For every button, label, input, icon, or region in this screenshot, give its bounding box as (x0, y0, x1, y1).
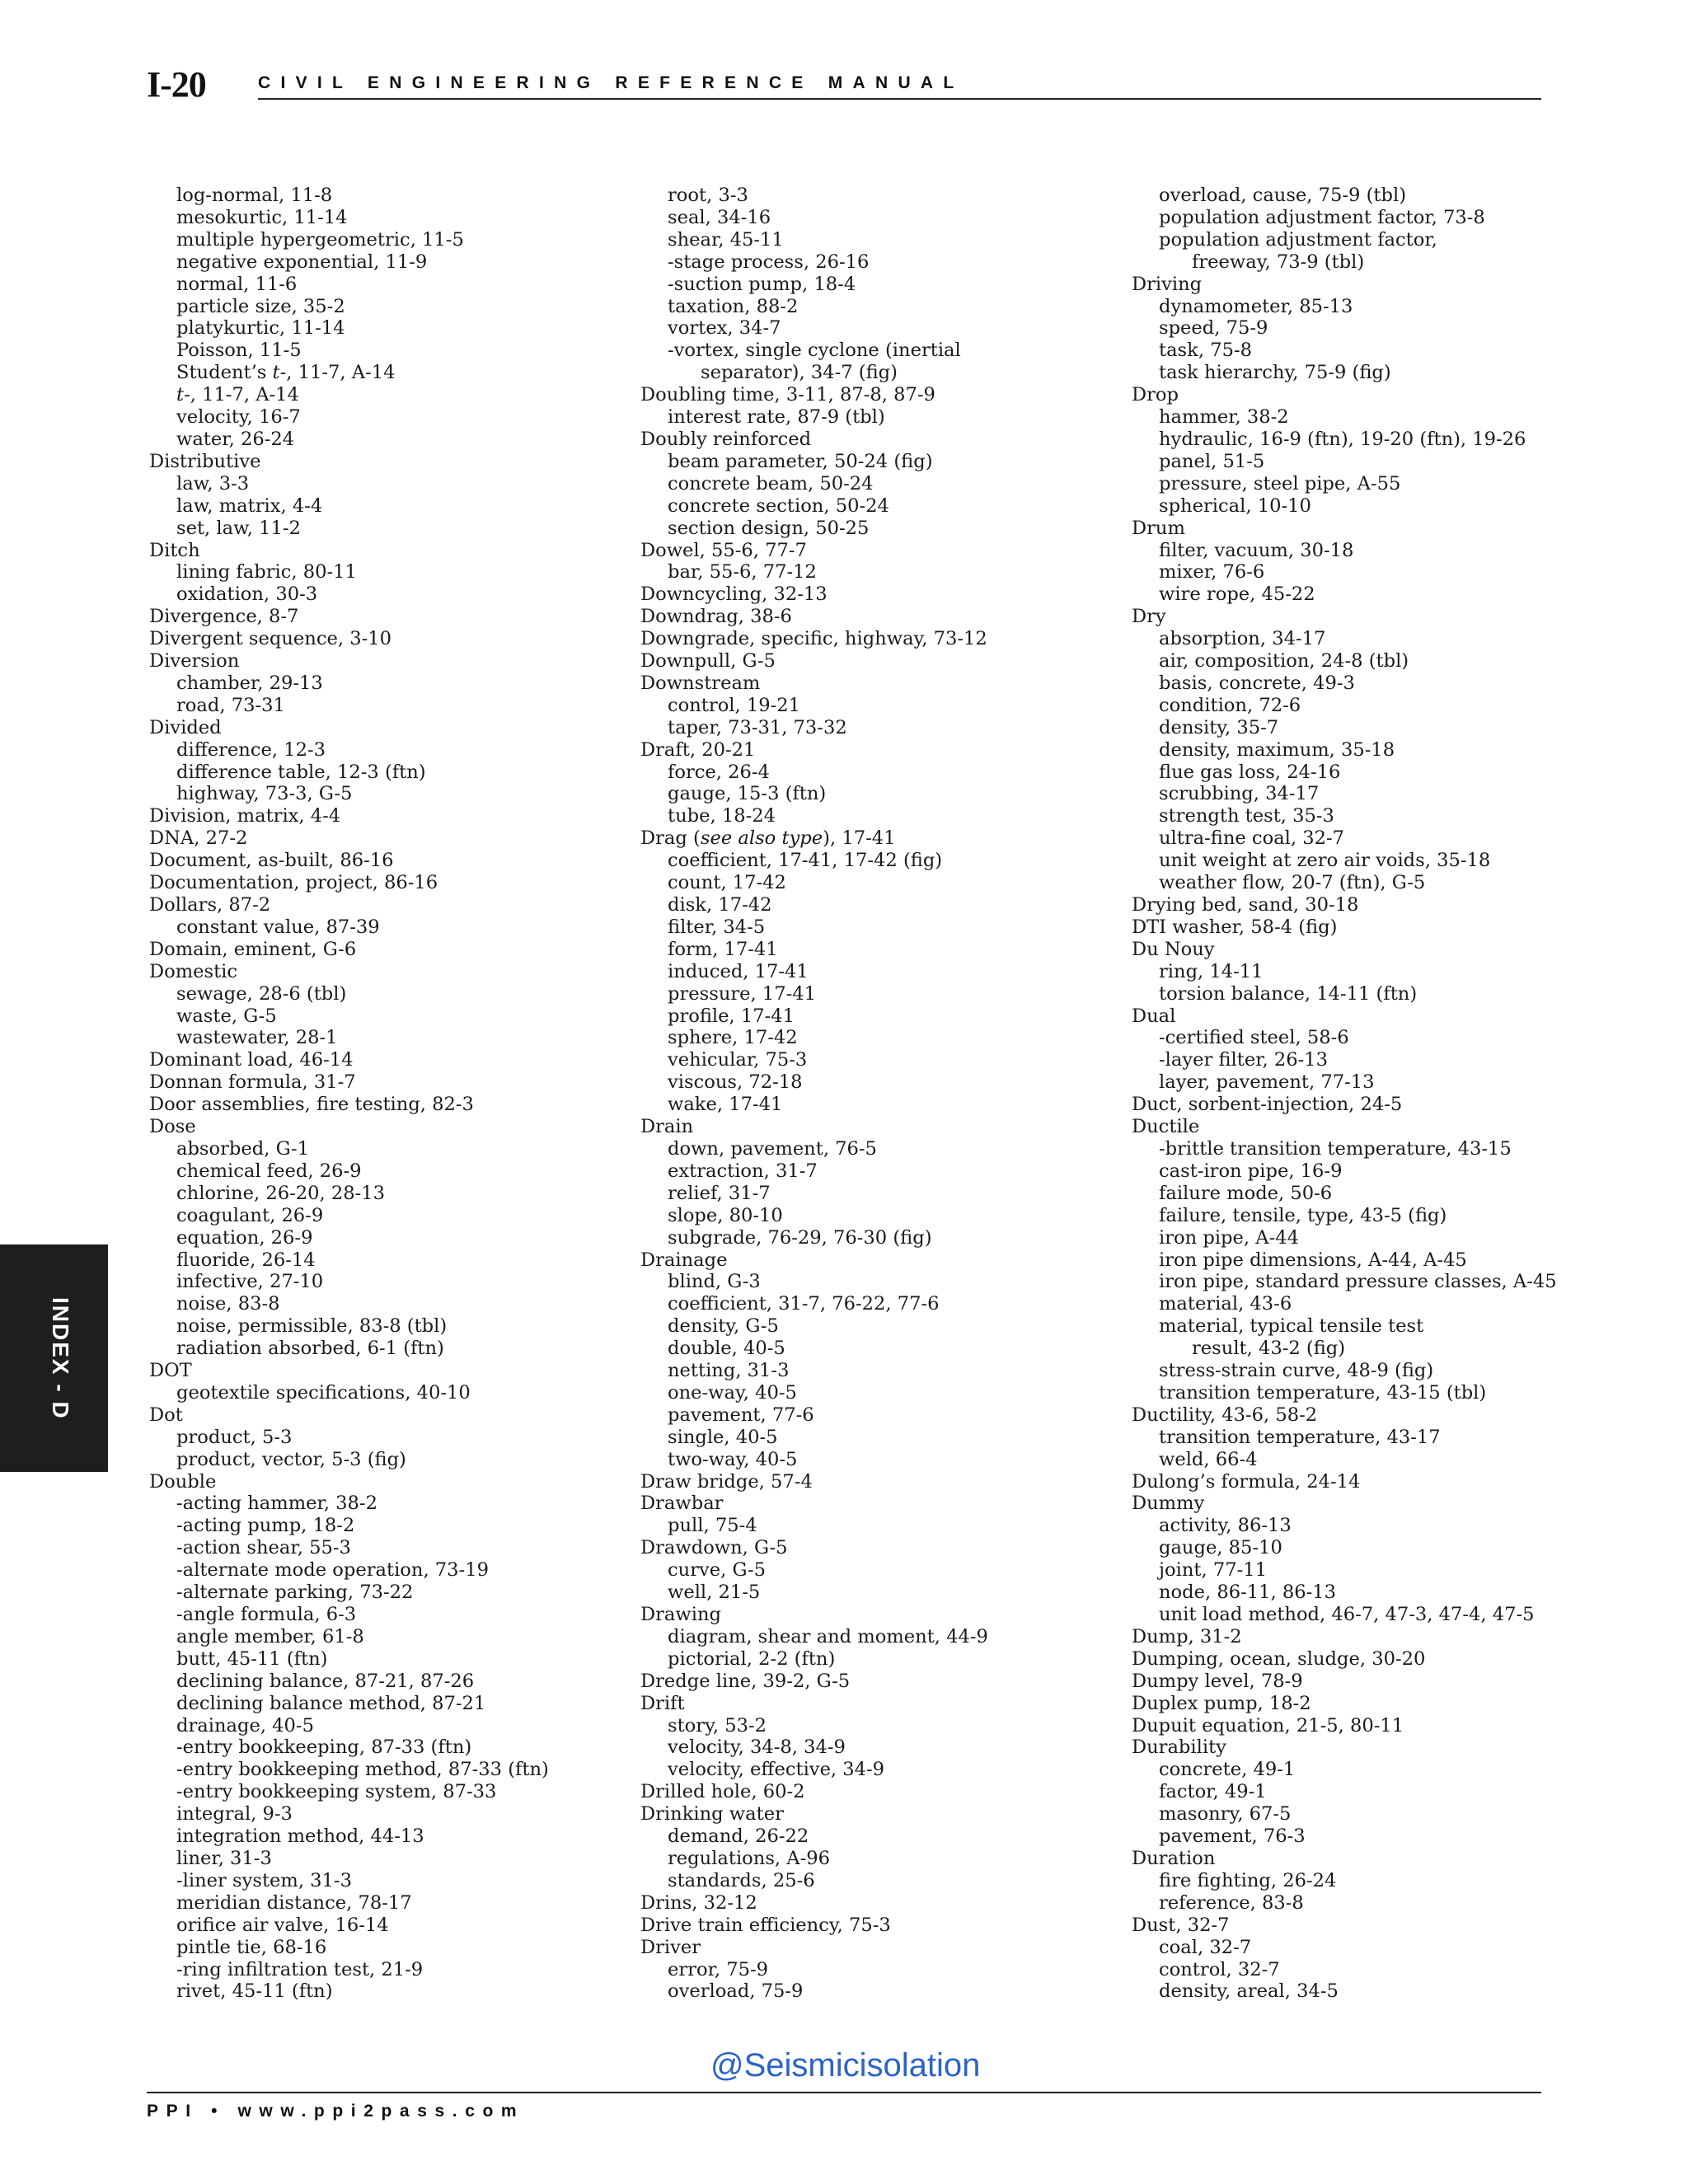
index-entry: Domestic (149, 960, 238, 982)
index-entry: Drins, 32-12 (640, 1891, 757, 1914)
index-entry: curve, G-5 (668, 1559, 766, 1582)
index-entry: road, 73-31 (176, 694, 285, 716)
index-entry: butt, 45-11 (ftn) (176, 1647, 328, 1670)
index-entry: normal, 11-6 (176, 273, 298, 295)
index-entry: speed, 75-9 (1159, 317, 1268, 340)
index-entry: -entry bookkeeping method, 87-33 (ftn) (176, 1759, 549, 1781)
index-entry: geotextile specifications, 40-10 (176, 1381, 471, 1404)
index-entry: sewage, 28-6 (tbl) (176, 982, 347, 1005)
index-entry: DOT (149, 1360, 192, 1382)
index-entry: velocity, 34-8, 34-9 (668, 1736, 846, 1759)
index-entry: Draft, 20-21 (640, 738, 756, 761)
index-entry: tube, 18-24 (668, 805, 776, 827)
index-entry: control, 19-21 (668, 694, 801, 716)
index-entry: Drain (640, 1116, 694, 1138)
index-entry: population adjustment factor, (1159, 228, 1437, 251)
index-entry: Drop (1132, 384, 1179, 406)
index-entry: transition temperature, 43-17 (1159, 1426, 1441, 1448)
index-entry: filter, vacuum, 30-18 (1159, 539, 1354, 561)
index-entry: Downpull, G-5 (640, 650, 776, 673)
index-entry: extraction, 31-7 (668, 1160, 818, 1182)
index-entry: condition, 72-6 (1159, 694, 1301, 716)
index-entry: DNA, 27-2 (149, 827, 248, 850)
index-entry: water, 26-24 (176, 428, 295, 450)
index-entry: Drawbar (640, 1493, 724, 1515)
index-entry: Duplex pump, 18-2 (1132, 1692, 1311, 1714)
index-entry: torsion balance, 14-11 (ftn) (1159, 982, 1418, 1005)
index-entry: platykurtic, 11-14 (176, 317, 345, 340)
index-entry: Distributive (149, 450, 261, 472)
index-entry: absorption, 34-17 (1159, 628, 1326, 650)
index-entry: material, typical tensile test (1159, 1315, 1424, 1338)
index-entry: error, 75-9 (668, 1958, 769, 1980)
index-entry: Donnan formula, 31-7 (149, 1071, 356, 1094)
index-entry: one-way, 40-5 (668, 1381, 797, 1404)
index-entry: weather flow, 20-7 (ftn), G-5 (1159, 872, 1426, 894)
page-header (147, 64, 1541, 105)
index-entry: pressure, steel pipe, A-55 (1159, 472, 1401, 494)
index-entry: Downgrade, specific, highway, 73-12 (640, 628, 987, 650)
index-entry: product, 5-3 (176, 1426, 293, 1448)
index-entry: radiation absorbed, 6-1 (ftn) (176, 1338, 444, 1360)
index-entry: t-, 11-7, A-14 (176, 384, 299, 406)
index-entry: Ductility, 43-6, 58-2 (1132, 1404, 1318, 1426)
index-entry: Dredge line, 39-2, G-5 (640, 1670, 851, 1692)
index-entry: node, 86-11, 86-13 (1159, 1582, 1336, 1604)
index-entry: difference table, 12-3 (ftn) (176, 761, 426, 783)
footer-rule (147, 2092, 1541, 2093)
index-entry: task hierarchy, 75-9 (fig) (1159, 362, 1391, 384)
index-entry: Drainage (640, 1249, 728, 1271)
index-entry: pavement, 77-6 (668, 1404, 814, 1426)
index-entry: product, vector, 5-3 (fig) (176, 1448, 406, 1470)
index-entry: -liner system, 31-3 (176, 1869, 352, 1891)
index-entry: rivet, 45-11 (ftn) (176, 1980, 333, 2003)
index-entry: density, 35-7 (1159, 716, 1279, 738)
index-entry: set, law, 11-2 (176, 517, 301, 539)
index-entry: down, pavement, 76-5 (668, 1137, 877, 1160)
index-entry: -acting hammer, 38-2 (176, 1493, 377, 1515)
index-entry: pictorial, 2-2 (ftn) (668, 1647, 836, 1670)
index-entry: ring, 14-11 (1159, 960, 1264, 982)
index-entry: iron pipe, A-44 (1159, 1226, 1299, 1249)
index-entry: scrubbing, 34-17 (1159, 783, 1320, 805)
index-entry: concrete section, 50-24 (668, 494, 889, 517)
index-entry: Dulong’s formula, 24-14 (1132, 1470, 1361, 1493)
index-entry: activity, 86-13 (1159, 1515, 1292, 1537)
index-entry: double, 40-5 (668, 1338, 785, 1360)
index-entry: reference, 83-8 (1159, 1891, 1304, 1914)
index-entry: filter, 34-5 (668, 916, 766, 938)
index-entry: vortex, 34-7 (668, 317, 781, 340)
index-entry: -suction pump, 18-4 (668, 273, 856, 295)
index-entry: -stage process, 26-16 (668, 251, 870, 273)
index-entry: force, 26-4 (668, 761, 770, 783)
index-entry: beam parameter, 50-24 (fig) (668, 450, 933, 472)
index-column-1 (149, 185, 611, 2003)
index-entry: coagulant, 26-9 (176, 1204, 324, 1226)
index-entry: law, 3-3 (176, 472, 250, 494)
index-entry: declining balance, 87-21, 87-26 (176, 1670, 475, 1692)
index-entry: mesokurtic, 11-14 (176, 206, 348, 228)
index-entry: Duct, sorbent-injection, 24-5 (1132, 1094, 1403, 1116)
index-entry: subgrade, 76-29, 76-30 (fig) (668, 1226, 932, 1249)
index-entry: mixer, 76-6 (1159, 561, 1265, 583)
index-entry: -entry bookkeeping system, 87-33 (176, 1781, 497, 1803)
index-entry: viscous, 72-18 (668, 1071, 803, 1094)
index-entry: ultra-fine coal, 32-7 (1159, 827, 1345, 850)
index-entry: -ring infiltration test, 21-9 (176, 1958, 424, 1980)
index-entry: relief, 31-7 (668, 1182, 771, 1204)
index-entry: highway, 73-3, G-5 (176, 783, 353, 805)
index-entry: Du Nouy (1132, 938, 1215, 960)
index-entry: orifice air valve, 16-14 (176, 1914, 389, 1936)
index-entry: infective, 27-10 (176, 1271, 324, 1293)
index-entry: coefficient, 31-7, 76-22, 77-6 (668, 1293, 940, 1315)
index-entry: -entry bookkeeping, 87-33 (ftn) (176, 1736, 472, 1759)
index-entry: Duration (1132, 1847, 1216, 1869)
index-entry: -alternate mode operation, 73-19 (176, 1559, 489, 1582)
index-entry: joint, 77-11 (1159, 1559, 1267, 1582)
index-entry: density, G-5 (668, 1315, 779, 1338)
index-entry: overload, 75-9 (668, 1980, 804, 2003)
index-entry: Downcycling, 32-13 (640, 583, 828, 606)
index-entry: -action shear, 55-3 (176, 1537, 351, 1559)
index-entry: chlorine, 26-20, 28-13 (176, 1182, 385, 1204)
index-entry: Dumpy level, 78-9 (1132, 1670, 1303, 1692)
index-entry: Dot (149, 1404, 183, 1426)
index-entry: masonry, 67-5 (1159, 1803, 1292, 1825)
index-entry: Draw bridge, 57-4 (640, 1470, 813, 1493)
index-entry: Dumping, ocean, sludge, 30-20 (1132, 1647, 1426, 1670)
index-entry: coefficient, 17-41, 17-42 (fig) (668, 850, 943, 872)
index-entry: Drawdown, G-5 (640, 1537, 788, 1559)
index-entry: Ductile (1132, 1116, 1200, 1138)
index-entry: stress-strain curve, 48-9 (fig) (1159, 1360, 1434, 1382)
index-entry: Dump, 31-2 (1132, 1625, 1242, 1647)
index-entry: story, 53-2 (668, 1714, 767, 1736)
index-entry: Drinking water (640, 1803, 784, 1825)
index-entry: iron pipe dimensions, A-44, A-45 (1159, 1249, 1467, 1271)
index-entry: iron pipe, standard pressure classes, A-45 (1159, 1271, 1557, 1293)
book-title: CIVIL ENGINEERING REFERENCE MANUAL (258, 73, 964, 92)
index-entry: Poisson, 11-5 (176, 340, 302, 362)
index-entry: demand, 26-22 (668, 1825, 809, 1848)
index-entry: declining balance method, 87-21 (176, 1692, 486, 1714)
index-entry: difference, 12-3 (176, 738, 326, 761)
header-rule (258, 98, 1541, 100)
index-entry: velocity, 16-7 (176, 406, 301, 429)
index-entry: panel, 51-5 (1159, 450, 1265, 472)
index-entry: drainage, 40-5 (176, 1714, 314, 1736)
index-entry: wire rope, 45-22 (1159, 583, 1315, 606)
index-entry: meridian distance, 78-17 (176, 1891, 412, 1914)
index-entry: bar, 55-6, 77-12 (668, 561, 817, 583)
index-entry: gauge, 15-3 (ftn) (668, 783, 827, 805)
index-entry: -vortex, single cyclone (inertial (668, 340, 961, 362)
index-entry: density, maximum, 35-18 (1159, 738, 1395, 761)
index-column-3 (1132, 185, 1593, 2003)
index-entry: liner, 31-3 (176, 1847, 272, 1869)
index-entry: task, 75-8 (1159, 340, 1252, 362)
index-entry: constant value, 87-39 (176, 916, 380, 938)
index-entry: freeway, 73-9 (tbl) (1192, 251, 1365, 273)
index-entry: pull, 75-4 (668, 1515, 757, 1537)
index-entry: air, composition, 24-8 (tbl) (1159, 650, 1409, 673)
index-entry: Divided (149, 716, 222, 738)
index-tab-label: INDEX - D (48, 1296, 73, 1420)
index-entry: seal, 34-16 (668, 206, 771, 228)
index-entry: noise, 83-8 (176, 1293, 280, 1315)
index-entry: equation, 26-9 (176, 1226, 313, 1249)
index-entry: Drawing (640, 1604, 721, 1625)
index-entry: taxation, 88-2 (668, 295, 799, 317)
index-entry: taper, 73-31, 73-32 (668, 716, 847, 738)
index-entry: factor, 49-1 (1159, 1781, 1267, 1803)
index-entry: Dowel, 55-6, 77-7 (640, 539, 807, 561)
index-entry: count, 17-42 (668, 872, 786, 894)
index-entry: chamber, 29-13 (176, 672, 323, 694)
index-entry: velocity, effective, 34-9 (668, 1759, 885, 1781)
index-entry: Dust, 32-7 (1132, 1914, 1230, 1936)
index-entry: Drilled hole, 60-2 (640, 1781, 805, 1803)
index-entry: unit weight at zero air voids, 35-18 (1159, 850, 1491, 872)
index-entry: -alternate parking, 73-22 (176, 1582, 414, 1604)
index-entry: disk, 17-42 (668, 894, 772, 916)
index-entry: Double (149, 1470, 217, 1493)
index-entry: overload, cause, 75-9 (tbl) (1159, 185, 1407, 206)
index-entry: Downstream (640, 672, 761, 694)
index-entry: lining fabric, 80-11 (176, 561, 357, 583)
index-entry: Dose (149, 1116, 196, 1138)
index-entry: control, 32-7 (1159, 1958, 1280, 1980)
index-entry: multiple hypergeometric, 11-5 (176, 228, 464, 251)
index-entry: section design, 50-25 (668, 517, 870, 539)
index-entry: Dupuit equation, 21-5, 80-11 (1132, 1714, 1404, 1736)
page-number: I-20 (147, 64, 206, 105)
index-entry: sphere, 17-42 (668, 1027, 798, 1049)
index-entry: result, 43-2 (fig) (1192, 1338, 1346, 1360)
index-entry: concrete, 49-1 (1159, 1759, 1296, 1781)
index-entry: Diversion (149, 650, 240, 673)
index-entry: root, 3-3 (668, 185, 748, 206)
index-entry: Dollars, 87-2 (149, 894, 271, 916)
index-entry: separator), 34-7 (fig) (701, 362, 898, 384)
index-entry: pintle tie, 68-16 (176, 1936, 327, 1958)
index-entry: wastewater, 28-1 (176, 1027, 338, 1049)
index-entry: pressure, 17-41 (668, 982, 817, 1005)
index-entry: waste, G-5 (176, 1005, 277, 1027)
index-entry: -acting pump, 18-2 (176, 1515, 355, 1537)
index-entry: chemical feed, 26-9 (176, 1160, 362, 1182)
index-entry: -certified steel, 58-6 (1159, 1027, 1349, 1049)
index-entry: Divergence, 8-7 (149, 606, 299, 628)
index-entry: population adjustment factor, 73-8 (1159, 206, 1485, 228)
index-entry: single, 40-5 (668, 1426, 778, 1448)
index-entry: Drag (see also type), 17-41 (640, 827, 896, 850)
index-entry: Drive train efficiency, 75-3 (640, 1914, 891, 1936)
index-entry: law, matrix, 4-4 (176, 494, 323, 517)
index-entry: integration method, 44-13 (176, 1825, 424, 1848)
index-entry: netting, 31-3 (668, 1360, 790, 1382)
index-entry: standards, 25-6 (668, 1869, 815, 1891)
index-entry: Driver (640, 1936, 701, 1958)
index-entry: Division, matrix, 4-4 (149, 805, 341, 827)
index-entry: fire fighting, 26-24 (1159, 1869, 1337, 1891)
index-entry: flue gas loss, 24-16 (1159, 761, 1341, 783)
index-entry: Driving (1132, 273, 1203, 295)
index-entry: Dry (1132, 606, 1166, 628)
index-entry: spherical, 10-10 (1159, 494, 1311, 517)
index-entry: Dual (1132, 1005, 1176, 1027)
index-entry: Durability (1132, 1736, 1226, 1759)
index-entry: Doubling time, 3-11, 87-8, 87-9 (640, 384, 935, 406)
index-entry: particle size, 35-2 (176, 295, 345, 317)
index-entry: strength test, 35-3 (1159, 805, 1334, 827)
index-entry: cast-iron pipe, 16-9 (1159, 1160, 1343, 1182)
index-entry: material, 43-6 (1159, 1293, 1292, 1315)
index-entry: Document, as-built, 86-16 (149, 850, 394, 872)
index-entry: slope, 80-10 (668, 1204, 783, 1226)
index-entry: angle member, 61-8 (176, 1625, 364, 1647)
index-entry: -angle formula, 6-3 (176, 1604, 357, 1625)
index-entry: Dominant load, 46-14 (149, 1049, 354, 1071)
index-entry: well, 21-5 (668, 1582, 761, 1604)
index-entry: diagram, shear and moment, 44-9 (668, 1625, 988, 1647)
publisher-url: PPI • www.ppi2pass.com (147, 2102, 525, 2121)
watermark: @Seismicisolation (710, 2047, 981, 2083)
index-entry: basis, concrete, 49-3 (1159, 672, 1355, 694)
index-column-2 (640, 185, 1102, 2003)
index-entry: Door assemblies, fire testing, 82-3 (149, 1094, 474, 1116)
index-entry: shear, 45-11 (668, 228, 784, 251)
index-entry: Dummy (1132, 1493, 1205, 1515)
index-entry: density, areal, 34-5 (1159, 1980, 1339, 2003)
index-entry: vehicular, 75-3 (668, 1049, 808, 1071)
index-entry: two-way, 40-5 (668, 1448, 798, 1470)
index-entry: Drying bed, sand, 30-18 (1132, 894, 1359, 916)
index-entry: induced, 17-41 (668, 960, 809, 982)
index-entry: interest rate, 87-9 (tbl) (668, 406, 885, 429)
index-entry: Doubly reinforced (640, 428, 812, 450)
index-entry: wake, 17-41 (668, 1094, 783, 1116)
index-entry: fluoride, 26-14 (176, 1249, 316, 1271)
index-entry: Divergent sequence, 3-10 (149, 628, 392, 650)
index-entry: dynamometer, 85-13 (1159, 295, 1353, 317)
index-entry: Domain, eminent, G-6 (149, 938, 357, 960)
index-entry: blind, G-3 (668, 1271, 761, 1293)
index-entry: failure, tensile, type, 43-5 (fig) (1159, 1204, 1447, 1226)
index-entry: pavement, 76-3 (1159, 1825, 1306, 1848)
index-entry: gauge, 85-10 (1159, 1537, 1282, 1559)
index-entry: concrete beam, 50-24 (668, 472, 874, 494)
index-entry: failure mode, 50-6 (1159, 1182, 1333, 1204)
index-entry: -brittle transition temperature, 43-15 (1159, 1137, 1512, 1160)
index-entry: negative exponential, 11-9 (176, 251, 428, 273)
index-entry: log-normal, 11-8 (176, 185, 333, 206)
index-entry: hydraulic, 16-9 (ftn), 19-20 (ftn), 19-26 (1159, 428, 1526, 450)
index-entry: Ditch (149, 539, 200, 561)
index-entry: hammer, 38-2 (1159, 406, 1289, 429)
index-entry: regulations, A-96 (668, 1847, 831, 1869)
index-entry: Drift (640, 1692, 685, 1714)
index-entry: Documentation, project, 86-16 (149, 872, 438, 894)
page-footer (147, 2092, 1541, 2125)
index-entry: oxidation, 30-3 (176, 583, 318, 606)
index-side-tab (0, 1244, 108, 1472)
index-entry: unit load method, 46-7, 47-3, 47-4, 47-5 (1159, 1604, 1535, 1625)
index-entry: integral, 9-3 (176, 1803, 293, 1825)
index-entry: Student’s t-, 11-7, A-14 (176, 362, 396, 384)
index-entry: Downdrag, 38-6 (640, 606, 792, 628)
index-entry: profile, 17-41 (668, 1005, 795, 1027)
index-entry: layer, pavement, 77-13 (1159, 1071, 1375, 1094)
index-entry: absorbed, G-1 (176, 1137, 310, 1160)
index-entry: -layer filter, 26-13 (1159, 1049, 1329, 1071)
index-entry: DTI washer, 58-4 (fig) (1132, 916, 1338, 938)
index-entry: coal, 32-7 (1159, 1936, 1252, 1958)
index-entry: form, 17-41 (668, 938, 778, 960)
index-entry: transition temperature, 43-15 (tbl) (1159, 1381, 1487, 1404)
index-entry: noise, permissible, 83-8 (tbl) (176, 1315, 448, 1338)
index-entry: weld, 66-4 (1159, 1448, 1258, 1470)
index-entry: Drum (1132, 517, 1185, 539)
